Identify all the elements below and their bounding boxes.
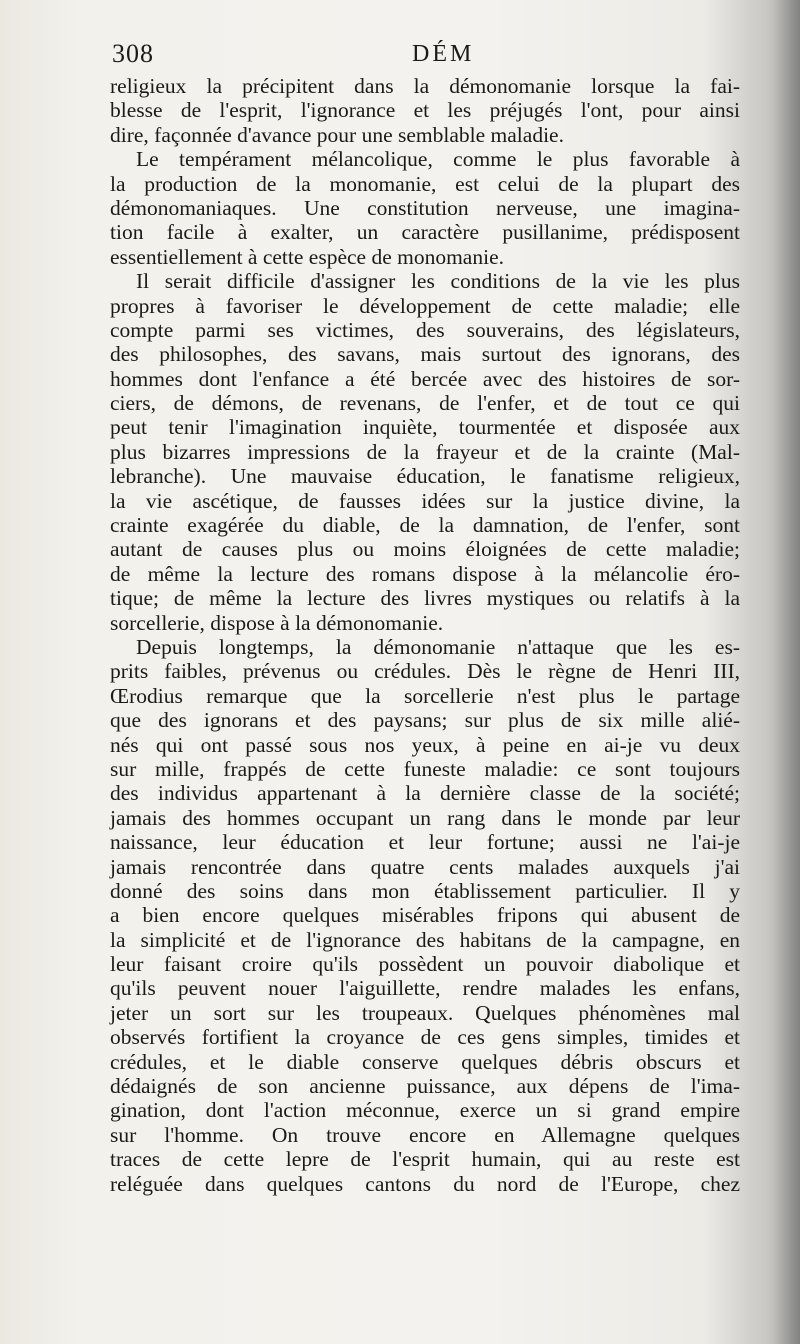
text-line: la simplicité et de l'ignorance des habitans de la campagne, en <box>110 927 740 952</box>
text-line: naissance, leur éducation et leur fortune; aussi ne l'ai-je <box>110 830 740 855</box>
text-line: sorcellerie, dispose à la démonomanie. <box>110 610 444 635</box>
text-line: que des ignorans et des paysans; sur plus de six mille alié- <box>110 708 740 733</box>
text-line: gination, dont l'action méconnue, exerce un si grand empire <box>110 1098 740 1123</box>
text-line: ciers, de démons, de revenans, de l'enfer, et de tout ce qui <box>110 391 740 416</box>
text-line: crédules, et le diable conserve quelques débris obscurs et <box>110 1049 740 1074</box>
text-line: dédaignés de son ancienne puissance, aux dépens de l'ima- <box>110 1074 740 1099</box>
page-header <box>112 36 740 72</box>
text-line: a bien encore quelques misérables fripons qui abusent de <box>110 903 740 928</box>
text-line: blesse de l'esprit, l'ignorance et les préjugés l'ont, pour ainsi <box>110 98 740 123</box>
text-line: compte parmi ses victimes, des souverains, des législateurs, <box>110 317 740 342</box>
text-line: qu'ils peuvent nouer l'aiguillette, rendre malades les enfans, <box>110 976 740 1001</box>
text-line: peut tenir l'imagination inquiète, tourmentée et disposée aux <box>110 415 740 440</box>
text-line: donné des soins dans mon établissement particulier. Il y <box>110 878 740 903</box>
text-line: propres à favoriser le développement de cette maladie; elle <box>110 293 740 318</box>
text-line: de même la lecture des romans dispose à la mélancolie éro- <box>110 561 740 586</box>
text-line: sur mille, frappés de cette funeste maladie: ce sont toujours <box>110 756 740 781</box>
text-line: reléguée dans quelques cantons du nord de l'Europe, chez <box>110 1171 740 1196</box>
text-line: dire, façonnée d'avance pour une semblable maladie. <box>110 122 564 147</box>
text-line: observés fortifient la croyance de ces gens simples, timides et <box>110 1025 740 1050</box>
text-line: jeter un sort sur les troupeaux. Quelques phénomènes mal <box>110 1000 740 1025</box>
page-number: 308 <box>112 39 154 68</box>
paragraph-start-line: Le tempérament mélancolique, comme le plus favorable à <box>136 147 740 172</box>
text-line: religieux la précipitent dans la démonomanie lorsque la fai- <box>110 74 740 98</box>
text-line: traces de cette lepre de l'esprit humain, qui au reste est <box>110 1147 740 1172</box>
text-line: démonomaniaques. Une constitution nerveuse, une imagina- <box>110 195 740 220</box>
text-line: Œrodius remarque que la sorcellerie n'est plus le partage <box>110 683 740 708</box>
text-line: plus bizarres impressions de la frayeur et de la crainte (Mal- <box>110 439 740 464</box>
page-edge-shadow <box>774 0 800 1344</box>
text-line: jamais des hommes occupant un rang dans le monde par leur <box>110 805 740 830</box>
text-line: la vie ascétique, de fausses idées sur la justice divine, la <box>110 488 740 513</box>
paragraph-start-line: Depuis longtemps, la démonomanie n'attaque que les es- <box>136 634 740 659</box>
text-line: nés qui ont passé sous nos yeux, à peine en ai-je vu deux <box>110 732 740 757</box>
text-line: des individus appartenant à la dernière classe de la société; <box>110 781 740 806</box>
text-line: la production de la monomanie, est celui de la plupart des <box>110 171 740 196</box>
text-line: essentiellement à cette espèce de monomanie. <box>110 244 504 269</box>
body-text <box>110 74 740 1196</box>
text-line: hommes dont l'enfance a été bercée avec des histoires de sor- <box>110 366 740 391</box>
text-line: des philosophes, des savans, mais surtout des ignorans, des <box>110 342 740 367</box>
text-line: leur faisant croire qu'ils possèdent un pouvoir diabolique et <box>110 952 740 977</box>
paragraph-start-line: Il serait difficile d'assigner les conditions de la vie les plus <box>136 269 740 294</box>
text-line: tion facile à exalter, un caractère pusillanime, prédisposent <box>110 220 740 245</box>
text-line: crainte exagérée du diable, de la damnation, de l'enfer, sont <box>110 513 740 538</box>
text-line: jamais rencontrée dans quatre cents malades auxquels j'ai <box>110 854 740 879</box>
text-line: autant de causes plus ou moins éloignées de cette maladie; <box>110 537 740 562</box>
text-line: tique; de même la lecture des livres mystiques ou relatifs à la <box>110 586 740 611</box>
text-line: sur l'homme. On trouve encore en Allemagne quelques <box>110 1122 740 1147</box>
running-head: DÉM <box>412 41 475 67</box>
text-line: prits faibles, prévenus ou crédules. Dès le règne de Henri III, <box>110 659 740 684</box>
text-line: lebranche). Une mauvaise éducation, le fanatisme religieux, <box>110 464 740 489</box>
